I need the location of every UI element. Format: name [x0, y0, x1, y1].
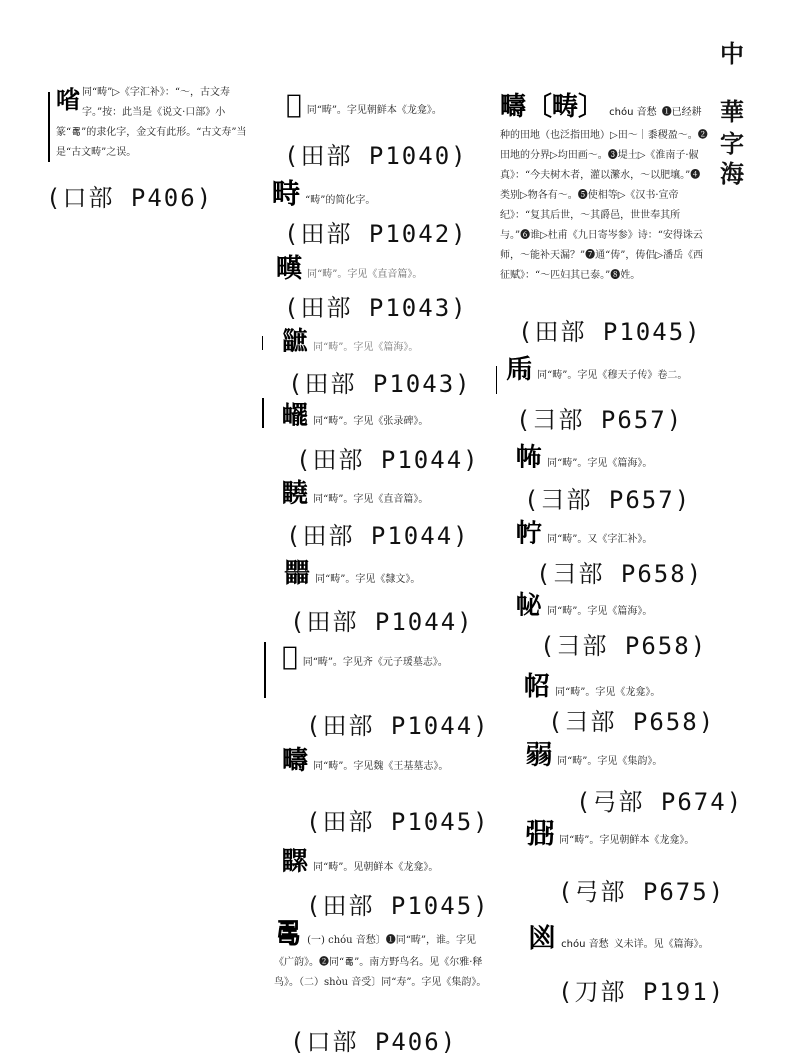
entry-glyph: 𤳻 [282, 847, 309, 877]
entry-reference: (弓部 P674) [576, 788, 744, 816]
entry-9 [282, 740, 482, 777]
margin-bar [262, 398, 264, 428]
entry-definition: 同“畴”。字见《篇海》。 [547, 606, 653, 617]
entry-definition: (一) chóu 音愁〕❶同“畴”，谁。字见《广韵》。❷同“𠷎”。南方野鸟名。见《尔雅·释鸟》。（二）shòu 音受〕同“寿”。字见《集韵》。 [274, 935, 487, 988]
entry-glyph: 𤴀 [282, 479, 309, 509]
entry-glyph: 𢁼 [516, 519, 543, 549]
entry-reference: (彐部 P657) [516, 406, 684, 434]
entry-17 [524, 666, 724, 703]
entry-reference: (田部 P1044) [306, 712, 490, 740]
entry-3 [276, 248, 486, 285]
entry-glyph: 𠚍 [528, 921, 557, 954]
entry-13 [506, 352, 716, 385]
entry-glyph: 疇〔畴〕 [500, 92, 605, 122]
entry-definition: 同“畴”。字见《隸文》。 [315, 574, 421, 585]
entry-reference: (彐部 P658) [540, 632, 708, 660]
margin-bar [496, 366, 497, 394]
entry-definition: 同“畴”。字见《张录碑》。 [313, 416, 429, 427]
entry-14 [516, 440, 716, 473]
entry-reference: (田部 P1044) [286, 522, 470, 550]
entry-reference: (田部 P1045) [306, 892, 490, 920]
entry-definition: 同“畴”。字见《龙龛》。 [555, 687, 661, 698]
entry-glyph: 𤳸 [282, 401, 309, 431]
entry-reference: (彐部 P658) [536, 560, 704, 588]
entry-definition: ❶已经耕种的田地（也泛指田地）▷田～｜黍稷盈～。❷田地的分界▷均田画～。❸堤土▷《淮南子·俶真》：“今夫树木者，灌以瀿水，～以肥壤。”❹类别▷物各有～。❺使相等▷《汉书·宣帝纪》：“复其后世，～其爵邑，世世奉其所与。”❻谁▷杜甫《九日寄岑参》诗：“安得诛云师，～能补天漏？”❼通“俦”，俦侣▷潘岳《西征赋》：“～匹妇其已泰。”❽姓。 [500, 107, 708, 281]
entry-reference: (田部 P1044) [296, 446, 480, 474]
entry-20 [528, 920, 728, 954]
entry-definition: 同“畴”。字见魏《王基墓志》。 [313, 761, 449, 772]
entry-7 [284, 556, 484, 589]
entry-definition: 同“畴”。字见《篇海》。 [547, 458, 653, 469]
title-char-1: 中 [720, 39, 744, 68]
entry-8 [282, 642, 482, 672]
entry-0 [56, 80, 256, 160]
entry-definition: 同“畴”。字见齐《元子瑗墓志》。 [302, 657, 448, 668]
entry-glyph: 𢁺 [506, 355, 533, 385]
entry-glyph: 疇 [282, 746, 309, 776]
entry-definition: 同“畴”。字见朝鲜本《龙龛》。 [306, 105, 442, 116]
entry-reference: (田部 P1043) [284, 294, 468, 322]
entry-glyph: 𢐅 [526, 741, 553, 771]
entry-reference: (口部 P406) [290, 1028, 458, 1056]
entry-11 [274, 916, 488, 990]
entry-18 [526, 738, 726, 771]
entry-definition: 同“畴”。字见《篇海》。 [313, 342, 419, 353]
entry-glyph: 畤 [272, 177, 301, 210]
entry-definition: 同“畴”▷《字汇补》：“～，古文寿字。”按：此当是《说文·口部》小篆“𠷎”的隶化字，金文有此形。“古文寿”当是“古文畴”之误。 [56, 87, 247, 158]
entry-reference: (彐部 P657) [524, 486, 692, 514]
entry-definition: 同“畴”。字见《穆天子传》卷二。 [537, 370, 688, 381]
entry-4 [282, 324, 482, 357]
entry-19 [526, 816, 726, 850]
title-char-2: 華 [720, 97, 744, 126]
title-char-4: 海 [720, 159, 744, 188]
entry-definition: 同“畴”。字见《直音篇》。 [307, 269, 423, 280]
entry-10 [282, 844, 482, 877]
entry-pinyin: chóu 音愁 [561, 939, 609, 950]
entry-12 [500, 86, 710, 283]
entry-reference: (弓部 P675) [558, 878, 726, 906]
entry-definition: 同“畴”。又《字汇补》。 [547, 534, 653, 545]
entry-reference: (田部 P1042) [284, 220, 468, 248]
margin-bar [264, 642, 266, 698]
margin-bar [48, 92, 50, 162]
entry-1 [286, 90, 486, 120]
entry-glyph: 𤱖 [286, 90, 302, 120]
entry-glyph: 𢁻 [516, 443, 543, 473]
entry-pinyin: chóu 音愁 [609, 107, 657, 118]
entry-6 [282, 476, 482, 509]
entry-reference: (田部 P1045) [306, 808, 490, 836]
entry-definition: 同“畴”。字见朝鲜本《龙龛》。 [559, 835, 695, 846]
margin-bar [262, 336, 263, 350]
entry-reference: (田部 P1043) [288, 370, 472, 398]
entry-glyph: 𤳺 [282, 642, 298, 672]
entry-definition: 同“畴”。见朝鲜本《龙龛》。 [313, 862, 439, 873]
entry-glyph: 㗂 [56, 85, 80, 114]
entry-glyph: 𢐆 [526, 817, 555, 850]
entry-definition: 义未详。见《篇海》。 [613, 939, 709, 950]
entry-reference: (刀部 P191) [558, 978, 726, 1006]
entry-glyph: 𤳹 [284, 559, 311, 589]
entry-reference: (口部 P406) [46, 184, 214, 212]
title-char-3: 字 [720, 129, 744, 158]
entry-16 [516, 588, 716, 621]
entry-definition: 同“畴”。字见《直音篇》。 [313, 494, 429, 505]
entry-glyph: 𤳯 [282, 327, 309, 357]
entry-glyph: 𢁽 [516, 591, 543, 621]
entry-reference: (田部 P1045) [518, 318, 702, 346]
entry-5 [282, 398, 487, 431]
entry-reference: (田部 P1044) [290, 608, 474, 636]
entry-15 [516, 516, 716, 549]
entry-reference: (田部 P1040) [284, 142, 468, 170]
entry-glyph: 𠷎 [274, 917, 303, 950]
entry-glyph: 𤳉 [276, 254, 303, 284]
entry-2 [272, 172, 482, 212]
entry-definition: 同“畴”。字见《集韵》。 [557, 756, 663, 767]
entry-reference: (彐部 P658) [548, 708, 716, 736]
entry-glyph: 𢁾 [524, 672, 551, 702]
entry-definition: “畴”的简化字。 [305, 195, 376, 206]
